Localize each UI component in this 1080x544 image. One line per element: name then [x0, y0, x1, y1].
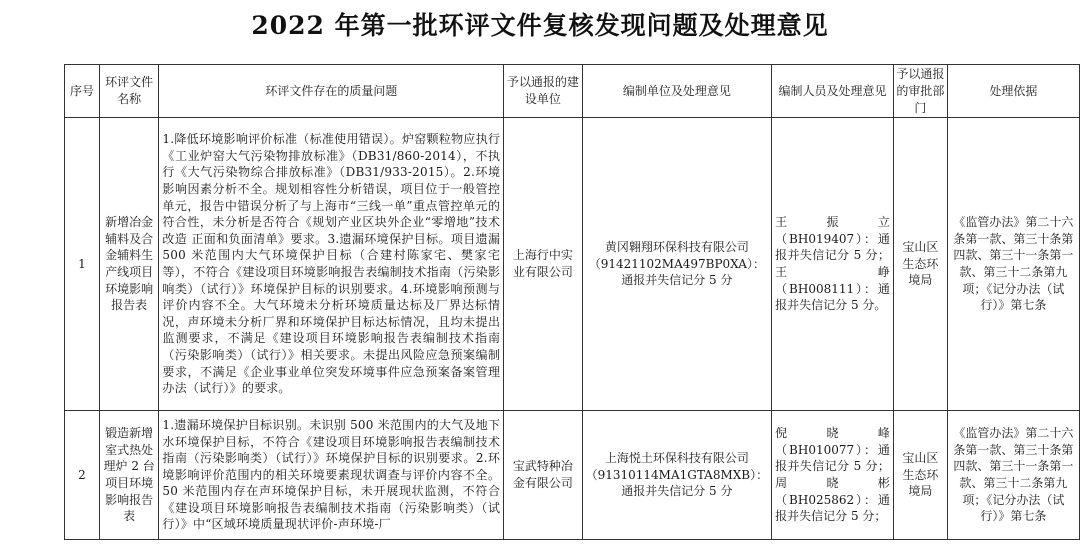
header-problems: 环评文件存在的质量问题 [159, 65, 504, 118]
header-basis: 处理依据 [947, 65, 1079, 118]
row-dept: 宝山区生态环境局 [893, 411, 947, 540]
header-builder: 予以通报的建设单位 [504, 65, 582, 118]
row-seq: 2 [65, 411, 100, 540]
table-header-row [65, 65, 1080, 118]
table-row [65, 118, 1080, 411]
row-person: 倪晓峰（BH010077）：通报并失信记分 5 分；周晓彬（BH025862）：通报并失信记分 5 分； [772, 411, 894, 540]
document-title: 2022 年第一批环评文件复核发现问题及处理意见 [251, 11, 829, 40]
row-builder: 上海行中实业有限公司 [504, 118, 582, 411]
row-person: 王振立（BH019407）：通报并失信记分 5 分；王峥（BH008111）：通报并失信记分 5 分。 [772, 118, 894, 411]
row-doc-name: 新增冶金辅料及合金辅料生产线项目环境影响报告表 [99, 118, 159, 411]
issues-table [64, 64, 1080, 540]
header-person: 编制人员及处理意见 [772, 65, 894, 118]
row-seq: 1 [65, 118, 100, 411]
row-problems: 1.降低环境影响评价标准（标准使用错误）。炉窑颗粒物应执行《工业炉窑大气污染物排放标准》（DB31/860-2014），不执行《大气污染物综合排放标准》（DB31/933-2015）。2.环境影响因素分析不全。规划相容性分析错误，项目位于一般管控单元，报告中错误分析了与上海市“三线一单”重点管控单元的符合性，未分析是否符合《规划产业区块外企业“零增地”技术改造 正面和负面清单》要求。3.遗漏环境保护目标。项目遗漏 500 米范围内大气环境保护目标（合建村陈家宅、樊家宅等），不符合《建设项目环境影响报告表编制技术指南（污染影响类）（试行）》环境保护目标的识别要求。4.环境影响预测与评价内容不全。大气环境未分析环境质量达标及厂界达标情况，声环境未分析厂界和环境保护目标达标情况，且均未提出监测要求，不满足《建设项目环境影响报告表编制技术指南（污染影响类）（试行）》相关要求。未提出风险应急预案编制要求，不满足《企业事业单位突发环境事件应急预案备案管理办法（试行）》的要求。 [159, 118, 504, 411]
row-org: 黄冈翱翔环保科技有限公司（91421102MA497BP0XA）：通报并失信记分 5 分 [582, 118, 772, 411]
header-dept: 予以通报的审批部门 [893, 65, 947, 118]
row-problems: 1.遗漏环境保护目标识别。未识别 500 米范围内的大气及地下水环境保护目标，不符合《建设项目环境影响报告表编制技术指南（污染影响类）（试行）》环境保护目标的识别要求。2.环境影响评价范围内的相关环境要素现状调查与评价内容不全。50 米范围内存在声环境保护目标，未开展现状监测，不符合《建设项目环境影响报告表编制技术指南（污染影响类）（试行）》中“区域环境质量现状评价-声环境-厂 [159, 411, 504, 540]
header-seq: 序号 [65, 65, 100, 118]
row-builder: 宝武特种冶金有限公司 [504, 411, 582, 540]
header-org: 编制单位及处理意见 [582, 65, 772, 118]
row-doc-name: 锻造新增室式热处理炉 2 台项目环境影响报告表 [99, 411, 159, 540]
row-org: 上海悦土环保科技有限公司（91310114MA1GTA8MXB）：通报并失信记分 5 分 [582, 411, 772, 540]
row-basis: 《监管办法》第二十六条第一款、第三十条第四款、第三十一条第一款、第三十二条第九项；《记分办法（试行）》第七条 [947, 411, 1079, 540]
row-dept: 宝山区生态环境局 [893, 118, 947, 411]
table-row [65, 411, 1080, 540]
row-basis: 《监管办法》第二十六条第一款、第三十条第四款、第三十一条第一款、第三十二条第九项；《记分办法（试行）》第七条 [947, 118, 1079, 411]
header-doc-name: 环评文件名称 [99, 65, 159, 118]
